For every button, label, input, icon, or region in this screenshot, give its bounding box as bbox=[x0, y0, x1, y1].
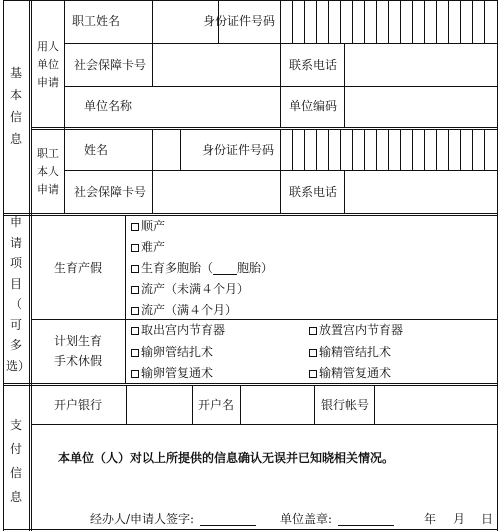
unit-name-label: 单位名称 bbox=[84, 99, 133, 113]
month-label: 月 bbox=[453, 512, 466, 526]
id-number-label: 身份证件号码 bbox=[203, 14, 276, 28]
employee-phone-field[interactable] bbox=[345, 171, 497, 213]
checkbox-icon[interactable] bbox=[309, 370, 317, 378]
employee-name-label: 职工姓名 bbox=[72, 14, 121, 28]
option-multiple-birth[interactable]: 生育多胞胎（ 胞胎） bbox=[131, 261, 273, 275]
seal-label: 单位盖章: bbox=[280, 512, 333, 526]
checkbox-icon[interactable] bbox=[131, 307, 139, 315]
option-natural-birth[interactable]: 顺产 bbox=[131, 219, 165, 233]
section-payment-title: 支 付 信 息 bbox=[9, 418, 22, 504]
seal-field[interactable] bbox=[338, 512, 394, 526]
option-miscarriage-under-4[interactable]: 流产（未满４个月） bbox=[131, 282, 249, 296]
account-number-field[interactable] bbox=[375, 386, 497, 424]
employer-group-label: 用人 单位 申请 bbox=[37, 40, 59, 89]
account-name-label: 开户名 bbox=[198, 398, 235, 412]
employee-social-card-field[interactable] bbox=[153, 171, 280, 213]
employee-own-name-label: 姓名 bbox=[84, 143, 109, 157]
confirmation-statement: 本单位（人）对以上所提供的信息确认无误并已知晓相关情况。 bbox=[58, 451, 395, 465]
unit-code-field[interactable] bbox=[345, 87, 497, 127]
employee-own-name-field[interactable] bbox=[153, 130, 180, 170]
signer-label: 经办人/申请人签字: bbox=[90, 512, 195, 526]
option-insert-iud[interactable]: 放置宫内节育器 bbox=[309, 323, 403, 337]
account-name-field[interactable] bbox=[241, 386, 314, 424]
phone-label: 联系电话 bbox=[289, 58, 338, 72]
social-card-label: 社会保障卡号 bbox=[74, 58, 147, 72]
checkbox-icon[interactable] bbox=[131, 244, 139, 252]
option-miscarriage-over-4[interactable]: 流产（满４个月） bbox=[131, 303, 237, 317]
year-label: 年 bbox=[424, 512, 437, 526]
maternity-leave-label: 生育产假 bbox=[54, 261, 103, 275]
family-planning-label: 计划生育 手术休假 bbox=[53, 334, 102, 368]
phone-field[interactable] bbox=[345, 44, 497, 86]
checkbox-icon[interactable] bbox=[309, 349, 317, 357]
account-number-label: 银行帐号 bbox=[321, 398, 370, 412]
employee-id-number-field[interactable] bbox=[281, 130, 497, 170]
option-vasectomy-reversal[interactable]: 输精管复通术 bbox=[309, 366, 391, 380]
option-tubal-reversal[interactable]: 输卵管复通术 bbox=[131, 366, 213, 380]
employee-phone-label: 联系电话 bbox=[289, 185, 338, 199]
id-number-field[interactable] bbox=[281, 1, 497, 43]
employee-name-field[interactable] bbox=[153, 1, 218, 43]
checkbox-icon[interactable] bbox=[131, 265, 139, 273]
employee-social-card-label: 社会保障卡号 bbox=[74, 185, 147, 199]
section-items-title: 申 请 项 目 （ 可 多 选） bbox=[6, 215, 31, 373]
checkbox-icon[interactable] bbox=[131, 327, 139, 335]
employee-id-number-label: 身份证件号码 bbox=[202, 143, 275, 157]
checkbox-icon[interactable] bbox=[131, 286, 139, 294]
option-vasectomy[interactable]: 输精管结扎术 bbox=[309, 345, 391, 359]
unit-code-label: 单位编码 bbox=[289, 99, 338, 113]
option-remove-iud[interactable]: 取出宫内节育器 bbox=[131, 323, 225, 337]
section-basic-title: 基 本 信 息 bbox=[9, 66, 22, 146]
multiple-birth-count-field[interactable] bbox=[213, 263, 237, 275]
bank-field[interactable] bbox=[127, 386, 192, 424]
day-label: 日 bbox=[481, 512, 494, 526]
social-card-field[interactable] bbox=[153, 44, 280, 86]
signer-field[interactable] bbox=[200, 512, 256, 526]
checkbox-icon[interactable] bbox=[309, 327, 317, 335]
unit-name-field[interactable] bbox=[153, 87, 280, 127]
checkbox-icon[interactable] bbox=[131, 223, 139, 231]
option-tubal-ligation[interactable]: 输卵管结扎术 bbox=[131, 345, 213, 359]
option-difficult-birth[interactable]: 难产 bbox=[131, 240, 165, 254]
bank-label: 开户银行 bbox=[54, 398, 103, 412]
employee-group-label: 职工 本人 申请 bbox=[37, 147, 59, 196]
checkbox-icon[interactable] bbox=[131, 349, 139, 357]
checkbox-icon[interactable] bbox=[131, 370, 139, 378]
